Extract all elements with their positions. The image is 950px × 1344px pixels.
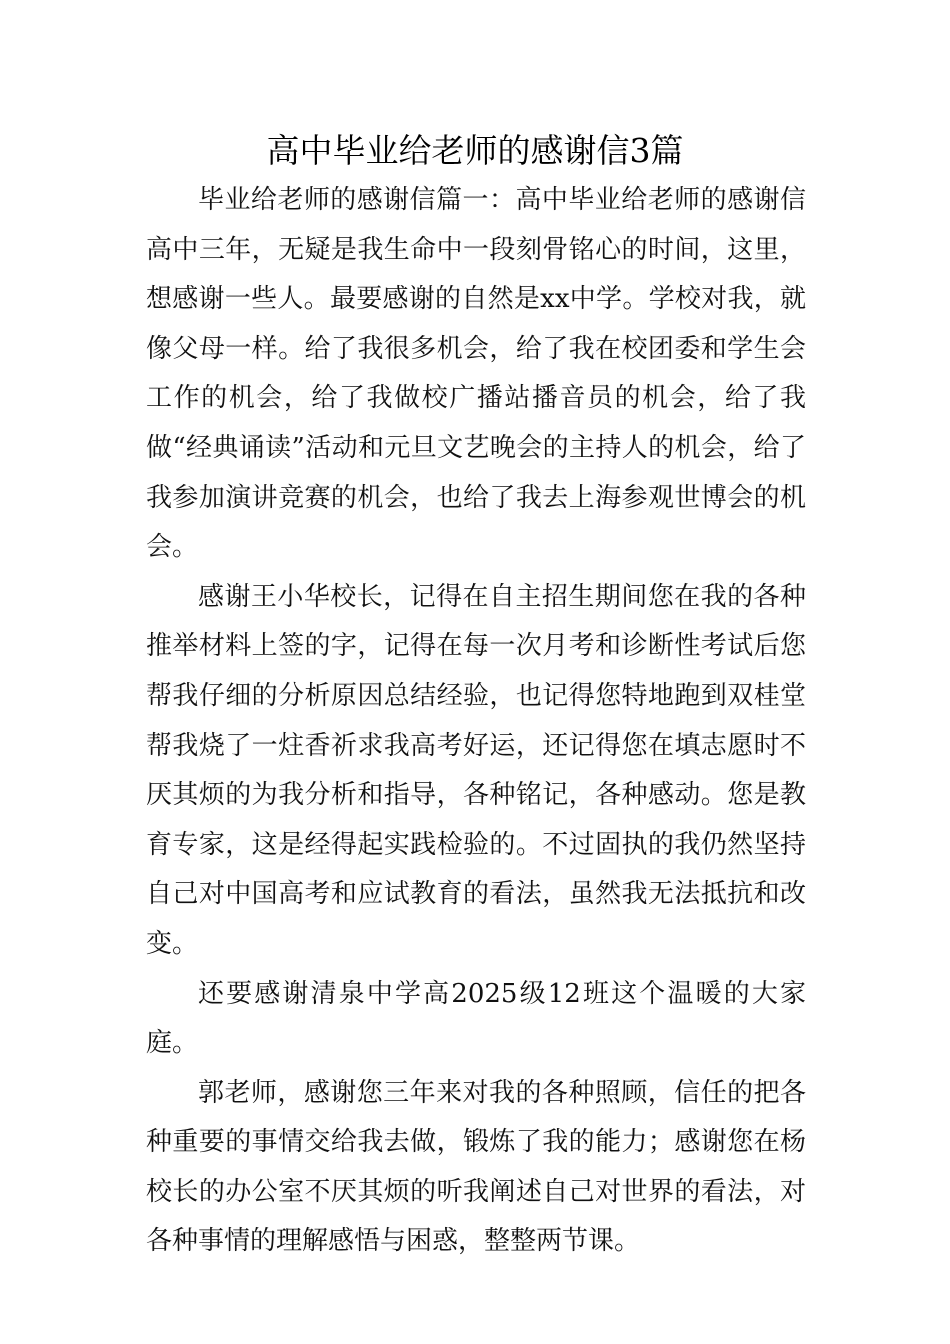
paragraph-4: 郭老师，感谢您三年来对我的各种照顾，信任的把各种重要的事情交给我去做，锻炼了我的能力；感谢您在杨校长的办公室不厌其烦的听我阐述自己对世界的看法，对各种事情的理解感悟与困惑，整整两节课。 xyxy=(146,1077,806,1257)
document-title: 高中毕业给老师的感谢信3篇 xyxy=(266,131,684,170)
document-body xyxy=(146,176,806,1267)
paragraph-1: 毕业给老师的感谢信篇一：高中毕业给老师的感谢信高中三年，无疑是我生命中一段刻骨铭心的时间，这里，想感谢一些人。最要感谢的自然是xx中学。学校对我，就像父母一样。给了我很多机会，给了我在校团委和学生会工作的机会，给了我做校广播站播音员的机会，给了我做“经典诵读”活动和元旦文艺晚会的主持人的机会，给了我参加演讲竞赛的机会，也给了我去上海参观世博会的机会。 xyxy=(146,185,806,563)
paragraph-2: 感谢王小华校长，记得在自主招生期间您在我的各种推举材料上签的字，记得在每一次月考和诊断性考试后您帮我仔细的分析原因总结经验，也记得您特地跑到双桂堂帮我烧了一炷香祈求我高考好运，还记得您在填志愿时不厌其烦的为我分析和指导，各种铭记，各种感动。您是教育专家，这是经得起实践检验的。不过固执的我仍然坚持自己对中国高考和应试教育的看法，虽然我无法抵抗和改变。 xyxy=(146,581,806,959)
paragraph-3: 还要感谢清泉中学高2025级12班这个温暖的大家庭。 xyxy=(146,978,806,1059)
